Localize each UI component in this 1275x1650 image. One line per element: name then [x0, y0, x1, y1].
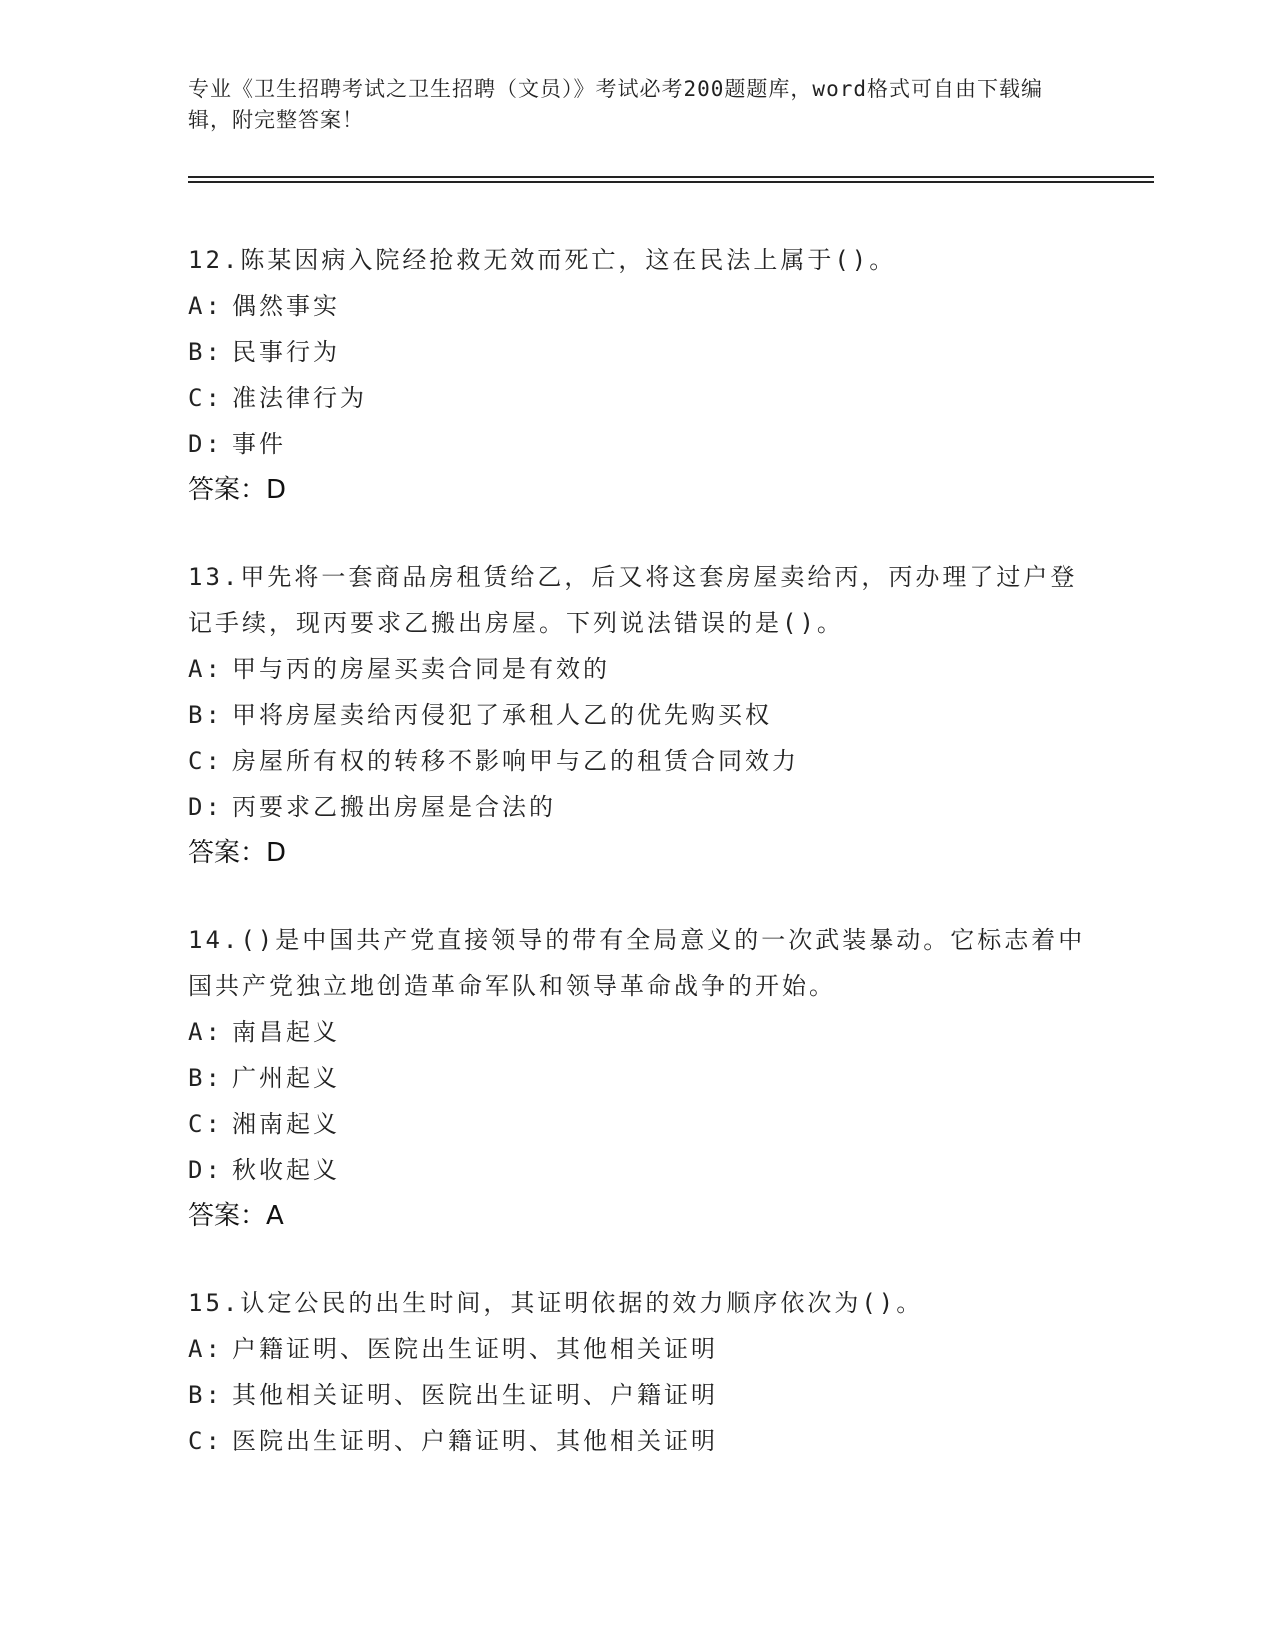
option-letter: D: [188, 430, 223, 458]
option-c [188, 375, 1088, 421]
option-b [188, 692, 1088, 738]
option-letter: A: [188, 292, 223, 320]
question-15 [188, 1280, 1088, 1464]
option-a [188, 283, 1088, 329]
question-12 [188, 237, 1088, 513]
option-c [188, 1101, 1088, 1147]
option-b [188, 1055, 1088, 1101]
question-13 [188, 554, 1088, 876]
option-letter: A: [188, 1335, 223, 1363]
option-letter: B: [188, 1381, 223, 1409]
option-letter: C: [188, 1110, 223, 1138]
option-text: 甲与丙的房屋买卖合同是有效的 [232, 655, 610, 683]
option-d [188, 1147, 1088, 1193]
option-a [188, 1326, 1088, 1372]
document-header-intro: 专业《卫生招聘考试之卫生招聘（文员）》考试必考200题题库，word格式可自由下载编辑，附完整答案！ [188, 77, 1043, 132]
option-text: 丙要求乙搬出房屋是合法的 [232, 793, 556, 821]
option-text: 医院出生证明、户籍证明、其他相关证明 [232, 1427, 718, 1455]
answer-line: 答案：A [188, 1201, 284, 1231]
option-letter: B: [188, 1064, 223, 1092]
option-letter: D: [188, 1156, 223, 1184]
option-text: 湘南起义 [232, 1110, 340, 1138]
answer-line: 答案：D [188, 838, 287, 868]
option-text: 准法律行为 [232, 384, 367, 412]
option-letter: B: [188, 338, 223, 366]
option-text: 户籍证明、医院出生证明、其他相关证明 [232, 1335, 718, 1363]
option-text: 民事行为 [232, 338, 340, 366]
option-a [188, 646, 1088, 692]
option-b [188, 329, 1088, 375]
option-c [188, 738, 1088, 784]
answer-line: 答案：D [188, 475, 287, 505]
option-text: 甲将房屋卖给丙侵犯了承租人乙的优先购买权 [232, 701, 772, 729]
question-14 [188, 917, 1088, 1239]
option-text: 房屋所有权的转移不影响甲与乙的租赁合同效力 [232, 747, 799, 775]
header-divider-top [188, 176, 1154, 178]
option-text: 广州起义 [232, 1064, 340, 1092]
option-letter: A: [188, 1018, 223, 1046]
option-letter: C: [188, 384, 223, 412]
question-stem: 12.陈某因病入院经抢救无效而死亡，这在民法上属于()。 [188, 246, 897, 274]
option-text: 事件 [232, 430, 286, 458]
question-stem: 15.认定公民的出生时间，其证明依据的效力顺序依次为()。 [188, 1289, 924, 1317]
option-letter: C: [188, 1427, 223, 1455]
option-d [188, 784, 1088, 830]
option-c [188, 1418, 1088, 1464]
option-letter: D: [188, 793, 223, 821]
header-divider-bottom [188, 181, 1154, 183]
option-letter: A: [188, 655, 223, 683]
option-b [188, 1372, 1088, 1418]
option-text: 偶然事实 [232, 292, 340, 320]
option-letter: C: [188, 747, 223, 775]
option-letter: B: [188, 701, 223, 729]
option-d [188, 421, 1088, 467]
option-text: 其他相关证明、医院出生证明、户籍证明 [232, 1381, 718, 1409]
option-a [188, 1009, 1088, 1055]
question-stem: 14.()是中国共产党直接领导的带有全局意义的一次武装暴动。它标志着中国共产党独立地创造革命军队和领导革命战争的开始。 [188, 926, 1086, 1000]
option-text: 南昌起义 [232, 1018, 340, 1046]
option-text: 秋收起义 [232, 1156, 340, 1184]
question-stem: 13.甲先将一套商品房租赁给乙，后又将这套房屋卖给丙，丙办理了过户登记手续，现丙要求乙搬出房屋。下列说法错误的是()。 [188, 563, 1078, 637]
